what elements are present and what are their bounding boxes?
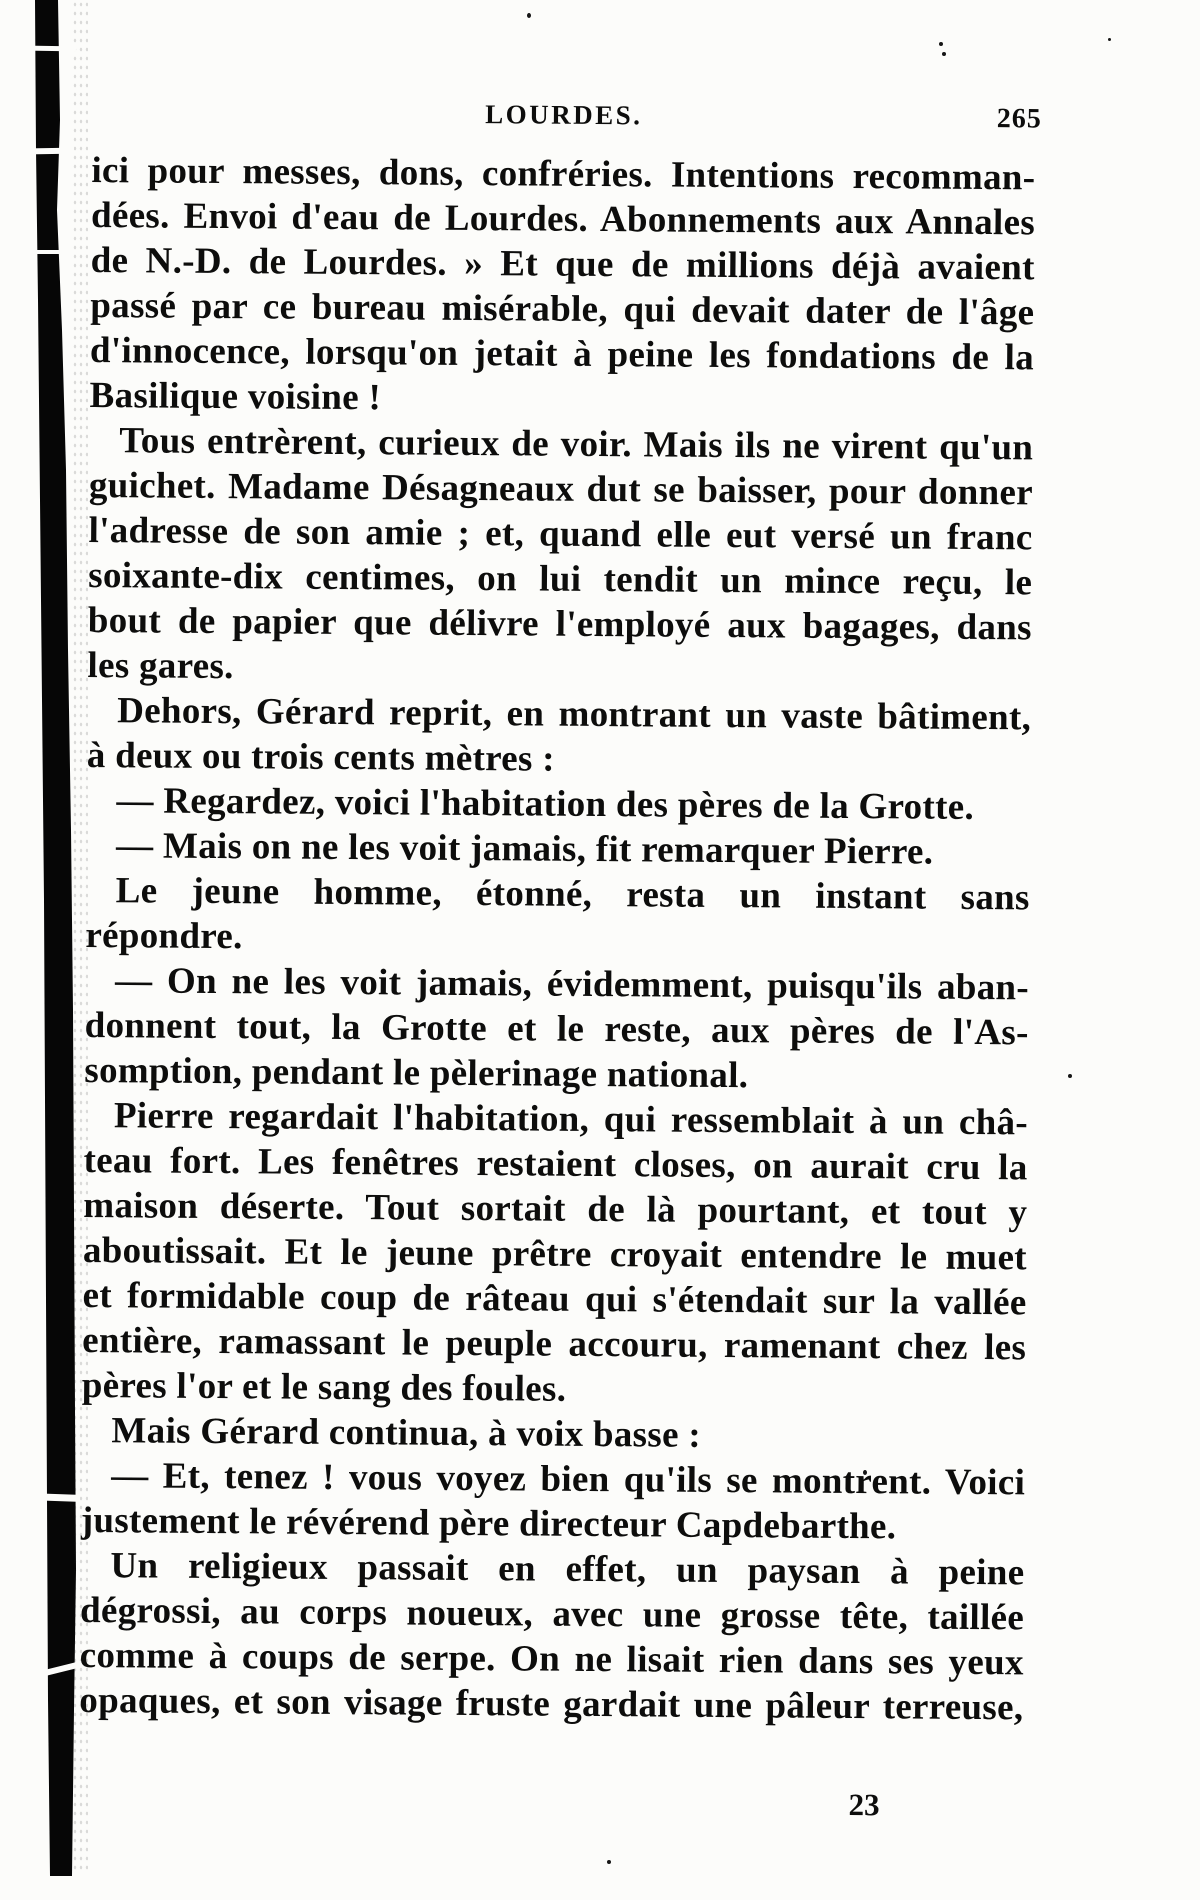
text-line: comme à coups de serpe. On ne lisait rien dans ses yeux [79,1634,1024,1684]
text-line: dées. Envoi d'eau de Lourdes. Abonnements aux Annales [90,194,1036,244]
text-line: dégrossi, au corps noueux, avec une grosse tête, taillée [79,1589,1025,1639]
text-line: passé par ce bureau misérable, qui devait dater de l'âge [90,284,1035,334]
gutter-gap [32,250,72,254]
running-title: LOURDES. [485,99,643,131]
text-line: Dehors, Gérard reprit, en montrant un vaste bâtiment, [117,690,1032,739]
ink-speck [1108,38,1111,41]
text-line: Basilique voisine ! [89,374,382,419]
text-line: — Et, tenez ! vous voyez bien qu'ils se montrent. Voici [111,1455,1026,1504]
gutter-gap [30,1493,80,1502]
running-head [92,96,1042,145]
gutter-gap [28,46,76,52]
text-line: maison déserte. Tout sortait de là pourtant, et tout y [83,1184,1028,1234]
text-line: teau fort. Les fenêtres restaient closes, on aurait cru la [83,1139,1028,1189]
text-line: Un religieux passait en effet, un paysan à peine [110,1545,1025,1594]
text-line: pères l'or et le sang des foules. [81,1364,567,1410]
ink-speck [942,52,946,56]
text-line: — Regardez, voici l'habitation des pères de la Grotte. [116,780,975,828]
text-line: opaques, et son visage fruste gardait une pâleur terreuse, [79,1679,1024,1729]
text-line: Pierre regardait l'habitation, qui ressemblait à un châ- [113,1095,1029,1144]
text-line: à deux ou trois cents mètres : [86,734,555,780]
text-line: l'adresse de son amie ; et, quand elle eut versé un franc [88,509,1033,559]
text-line: entière, ramassant le peuple accouru, ramenant chez les [82,1319,1027,1369]
text-line: somption, pendant le pèlerinage national. [84,1049,749,1097]
page-content [78,96,1042,1826]
text-line: Mais Gérard continua, à voix basse : [111,1410,702,1456]
ink-speck [939,42,943,46]
gutter-gap [30,148,74,155]
text-line: répondre. [85,914,243,958]
text-line: bout de papier que délivre l'employé aux bagages, dans [87,599,1033,649]
text-line: — Mais on ne les voit jamais, fit remarquer Pierre. [115,825,934,873]
text-line: et formidable coup de râteau qui s'étendait sur la vallée [82,1274,1027,1324]
text-line: donnent tout, la Grotte et le reste, aux pères de l'As- [84,1004,1029,1054]
text-line: les gares. [87,644,234,688]
signature-mark: 23 [848,1786,880,1823]
text-line: de N.-D. de Lourdes. » Et que de millions déjà avaient [90,239,1035,289]
text-line: guichet. Madame Désagneaux dut se baisser, pour donner [88,464,1034,514]
text-line: Le jeune homme, étonné, resta un instant sans [115,870,1030,919]
ink-speck [1068,1074,1072,1078]
ink-speck [527,13,531,18]
text-line: — On ne les voit jamais, évidemment, puisqu'ils aban- [114,960,1030,1009]
text-line: aboutissait. Et le jeune prêtre croyait entendre le muet [82,1229,1028,1279]
ink-speck [607,1860,611,1864]
text-line: justement le révérend père directeur Capdebarthe. [80,1499,897,1548]
page-number: 265 [996,103,1042,135]
text-line: Tous entrèrent, curieux de voir. Mais ils ne virent qu'un [119,420,1034,469]
text-line: soixante-dix centimes, on lui tendit un mince reçu, le [88,554,1033,604]
text-line: ici pour messes, dons, confréries. Intentions recomman- [91,149,1036,199]
text-lines [79,148,1035,1730]
text-line: d'innocence, lorsqu'on jetait à peine les fondations de la [89,329,1035,379]
